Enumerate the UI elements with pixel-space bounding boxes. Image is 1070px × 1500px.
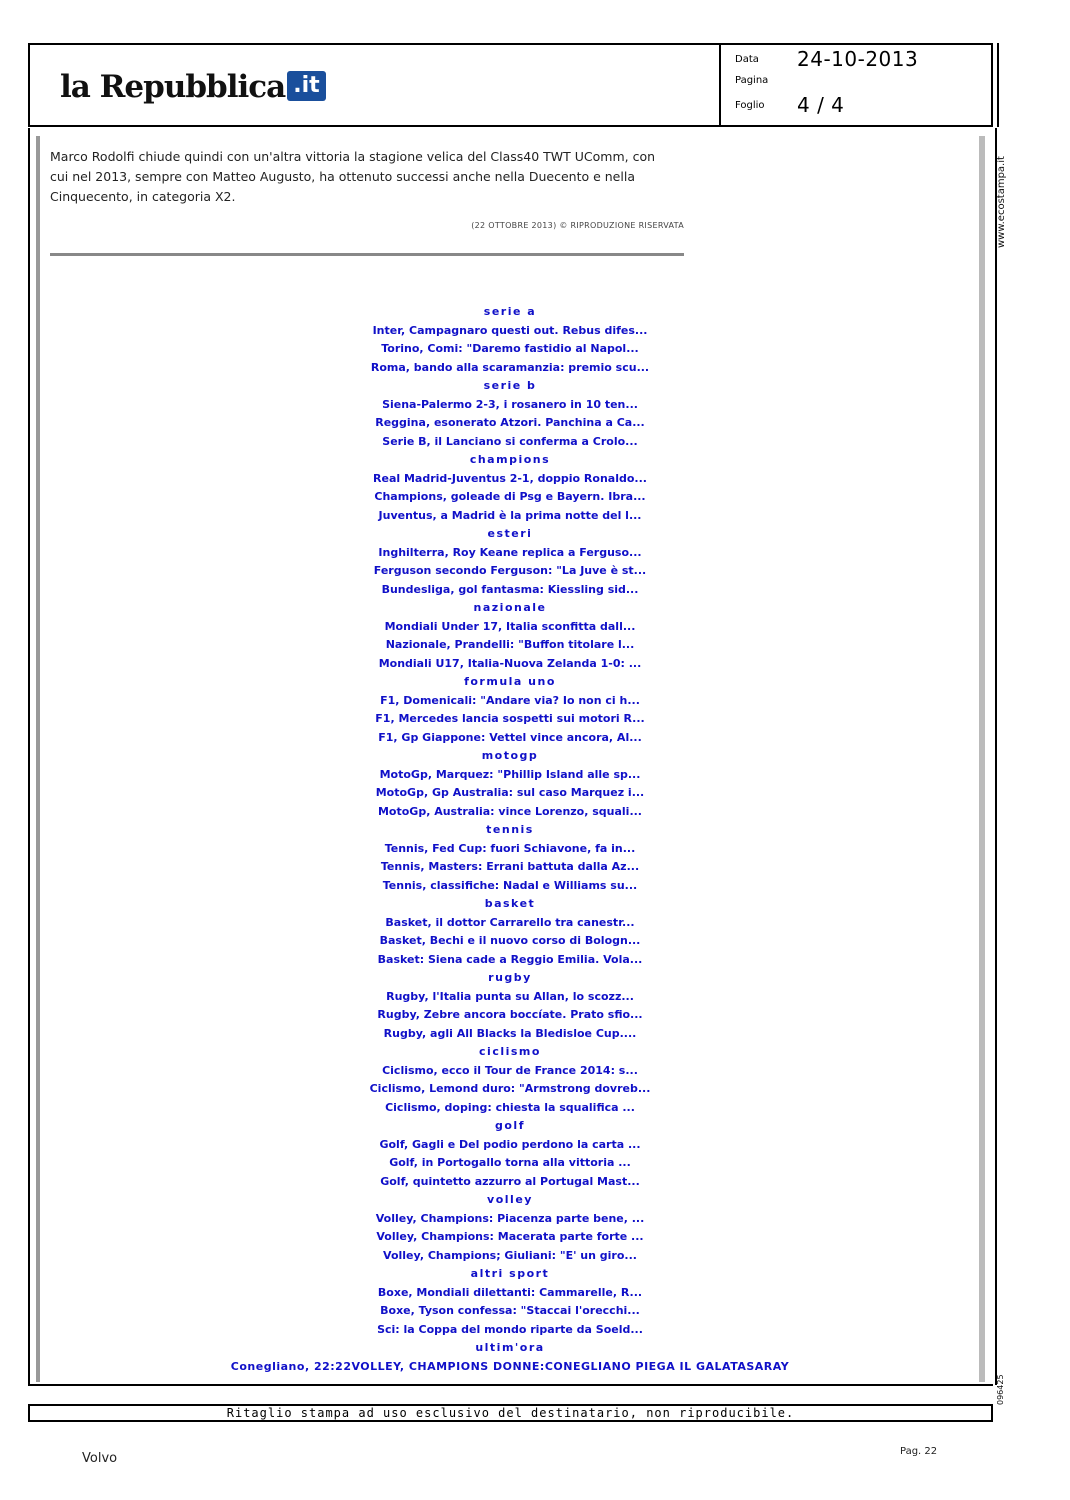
news-link[interactable]: Basket, il dottor Carrarello tra canestr... [385, 915, 635, 929]
right-column-rule [979, 136, 985, 1382]
news-link[interactable]: Serie B, il Lanciano si conferma a Crolo... [382, 434, 638, 448]
news-link[interactable]: Basket: Siena cade a Reggio Emilia. Vola... [377, 952, 643, 966]
news-link[interactable]: Volley, Champions: Piacenza parte bene, ... [375, 1211, 645, 1225]
news-category: serie b [483, 379, 537, 392]
news-category: volley [487, 1193, 533, 1206]
left-column-rule [36, 136, 40, 1382]
news-link[interactable]: Tennis, Masters: Errani battuta dalla Az... [380, 860, 640, 873]
news-link[interactable]: Rugby, l'Italia punta su Allan, lo scozz... [386, 989, 634, 1003]
intro-line: Marco Rodolfi chiude quindi con un'altra vittoria la stagione velica del Class40 TWT UComm, con [50, 149, 656, 164]
date-value: 24-10-2013 [797, 47, 919, 71]
side-url: www.ecostampa.it [996, 156, 1007, 248]
news-link[interactable]: Inghilterra, Roy Keane replica a Ferguso... [378, 545, 642, 559]
clip-bottom-line [28, 1420, 993, 1422]
news-link[interactable]: Boxe, Mondiali dilettanti: Cammarelle, R... [377, 1285, 643, 1299]
meta-box [719, 43, 999, 127]
news-link[interactable]: Sci: la Coppa del mondo riparte da Soeld... [377, 1322, 643, 1336]
news-link[interactable]: Bundesliga, gol fantasma: Kiessling sid... [381, 582, 639, 596]
news-link[interactable]: Volley, Champions: Macerata parte forte ... [376, 1230, 644, 1243]
bottom-rule [28, 1384, 993, 1386]
news-link[interactable]: MotoGp, Australia: vince Lorenzo, squali... [377, 804, 642, 818]
page-row [735, 75, 797, 86]
news-link[interactable]: Ciclismo, ecco il Tour de France 2014: s... [382, 1063, 638, 1077]
side-code: 096425 [996, 1374, 1005, 1405]
news-link[interactable]: Rugby, agli All Blacks la Bledisloe Cup.... [383, 1026, 637, 1040]
news-category: altri sport [470, 1267, 550, 1280]
news-link[interactable]: F1, Gp Giappone: Vettel vince ancora, Al... [378, 730, 642, 744]
news-link[interactable]: Tennis, Fed Cup: fuori Schiavone, fa in... [384, 841, 636, 855]
news-link[interactable]: Mondiali U17, Italia-Nuova Zelanda 1-0: ... [378, 656, 642, 670]
news-link[interactable]: Tennis, classifiche: Nadal e Williams su... [382, 878, 638, 892]
side-url-block [996, 148, 1010, 248]
news-link[interactable]: Siena-Palermo 2-3, i rosanero in 10 ten... [382, 397, 638, 411]
news-link[interactable]: MotoGp, Marquez: "Phillip Island alle sp... [379, 767, 641, 781]
news-link[interactable]: Volley, Champions; Giuliani: "E' un giro... [383, 1248, 637, 1262]
article-intro [50, 147, 690, 207]
news-category: basket [484, 897, 536, 910]
news-category: esteri [487, 527, 533, 540]
logo-badge: .it [287, 71, 325, 101]
news-link[interactable]: Boxe, Tyson confessa: "Staccai l'orecchi... [380, 1304, 640, 1317]
news-link[interactable]: Real Madrid-Juventus 2-1, doppio Ronaldo... [373, 471, 647, 485]
logo-main-text: la Repubblica [60, 69, 286, 105]
news-link[interactable]: Basket, Bechi e il nuovo corso di Bologn... [379, 934, 641, 947]
side-code-block [996, 1367, 1010, 1407]
sheet-value: 4 / 4 [797, 93, 845, 117]
news-link[interactable]: Reggina, esonerato Atzori. Panchina a Ca... [375, 416, 645, 429]
intro-line: Cinquecento, in categoria X2. [50, 189, 236, 204]
news-link[interactable]: Ciclismo, Lemond duro: "Armstrong dovreb... [369, 1082, 651, 1095]
sheet-row [735, 93, 844, 117]
news-list [200, 303, 820, 1376]
page-number: Pag. 22 [900, 1446, 938, 1457]
news-category: serie a [483, 305, 537, 318]
news-link[interactable]: Rugby, Zebre ancora boccíate. Prato sfio... [377, 1008, 643, 1021]
news-link[interactable]: Ferguson secondo Ferguson: "La Juve è st... [373, 564, 647, 577]
news-link[interactable]: F1, Domenicali: "Andare via? Io non ci h... [380, 693, 640, 707]
news-category: motogp [481, 749, 539, 762]
client-name: Volvo [82, 1451, 118, 1466]
news-category: champions [469, 453, 551, 466]
separator-rule [50, 253, 684, 256]
news-link[interactable]: Inter, Campagnaro questi out. Rebus difes... [372, 323, 648, 337]
news-category: tennis [486, 823, 534, 836]
date-row [735, 47, 918, 71]
news-category: ultim'ora [475, 1341, 545, 1354]
news-category: ciclismo [479, 1045, 541, 1058]
news-link[interactable]: Mondiali Under 17, Italia sconfitta dall... [384, 619, 636, 633]
news-link[interactable]: Torino, Comi: "Daremo fastidio al Napol... [381, 342, 639, 355]
news-link[interactable]: Champions, goleade di Psg e Bayern. Ibra... [374, 490, 646, 503]
news-category: nazionale [473, 601, 547, 614]
copyright-credit: (22 OTTOBRE 2013) © RIPRODUZIONE RISERVATA [471, 221, 684, 230]
news-category: formula uno [464, 675, 556, 688]
news-category: golf [495, 1119, 525, 1132]
news-link[interactable]: Juventus, a Madrid è la prima notte del l... [378, 508, 642, 522]
news-link[interactable]: Ciclismo, doping: chiesta la squalifica ... [385, 1100, 635, 1114]
news-category: rugby [488, 971, 532, 984]
news-link[interactable]: Nazionale, Prandelli: "Buffon titolare l... [385, 638, 635, 651]
news-link[interactable]: Roma, bando alla scaramanzia: premio scu... [370, 360, 650, 374]
news-link[interactable]: F1, Mercedes lancia sospetti sui motori R... [375, 712, 645, 725]
newspaper-logo [60, 65, 326, 109]
date-label: Data [735, 53, 759, 65]
news-link[interactable]: MotoGp, Gp Australia: sul caso Marquez i... [375, 786, 645, 799]
latest-news-link[interactable]: Conegliano, 22:22VOLLEY, CHAMPIONS DONNE:CONEGLIANO PIEGA IL GALATASARAY [230, 1359, 790, 1373]
news-link[interactable]: Golf, quintetto azzurro al Portugal Mast... [380, 1174, 640, 1188]
sheet-label: Foglio [735, 99, 765, 111]
news-link[interactable]: Golf, in Portogallo torna alla vittoria ... [389, 1156, 631, 1169]
page-label: Pagina [735, 75, 769, 86]
clip-note: Ritaglio stampa ad uso esclusivo del destinatario, non riproducibile. [226, 1406, 795, 1420]
news-link[interactable]: Golf, Gagli e Del podio perdono la carta ... [379, 1137, 641, 1151]
header-frame [28, 43, 993, 127]
intro-line: cui nel 2013, sempre con Matteo Augusto, ha ottenuto successi anche nella Duecento e nella [50, 169, 635, 184]
